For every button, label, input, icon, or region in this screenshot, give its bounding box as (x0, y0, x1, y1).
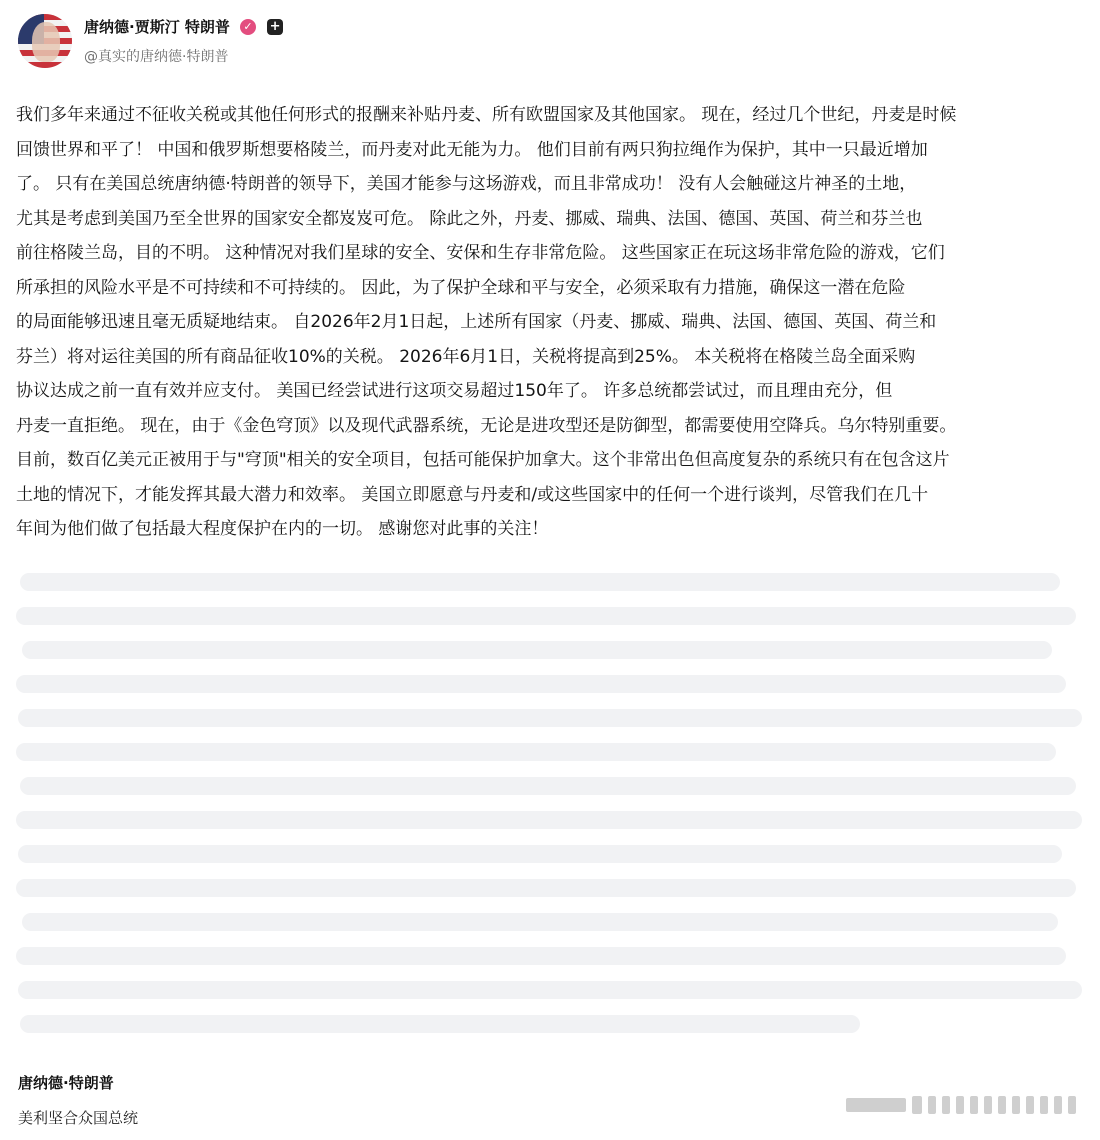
post-line: 所承担的风险水平是不可持续和不可持续的。 因此，为了保护全球和平与安全，必须采取有力措施，确保这一潜在危险 (16, 277, 906, 298)
post-line: 前往格陵兰岛，目的不明。 这种情况对我们星球的安全、安保和生存非常危险。 这些国家正在玩这场非常危险的游戏，它们 (16, 243, 945, 263)
faded-line (16, 769, 1086, 803)
post-line: 协议达成之前一直有效并应支付。 美国已经尝试进行这项交易超过150年了。 许多总统都尝试过，而且理由充分，但 (16, 381, 893, 401)
faded-line (16, 939, 1086, 973)
watermark-mark (1026, 1096, 1034, 1114)
signature-block (18, 1070, 518, 1130)
avatar-portrait (32, 22, 60, 62)
watermark-mark (1040, 1096, 1048, 1114)
faded-line (16, 871, 1086, 905)
post-line: 芬兰）将对运往美国的所有商品征收10%的关税。 2026年6月1日，关税将提高到25%。 本关税将在格陵兰岛全面采购 (16, 346, 916, 367)
post-body (16, 98, 1078, 547)
post-line: 的局面能够迅速且毫无质疑地结束。 自2026年2月1日起，上述所有国家（丹麦、挪威、瑞典、法国、德国、英国、荷兰和 (16, 312, 937, 332)
avatar[interactable] (18, 14, 72, 68)
watermark-mark (1068, 1096, 1076, 1114)
faded-line (16, 701, 1086, 735)
faded-line (16, 905, 1086, 939)
post-line: 丹麦一直拒绝。 现在，由于《金色穹顶》以及现代武器系统，无论是进攻型还是防御型，都需要使用空降兵。乌尔特别重要。 (16, 415, 957, 436)
faded-line (16, 1007, 1086, 1041)
plus-icon[interactable]: + (267, 19, 283, 35)
user-handle[interactable]: @真实的唐纳德·特朗普 (84, 49, 229, 65)
faded-line (16, 803, 1086, 837)
watermark-mark (1012, 1096, 1020, 1114)
post-header (18, 14, 718, 70)
post-line: 目前，数百亿美元正被用于与"穹顶"相关的安全项目，包括可能保护加拿大。这个非常出色但高度复杂的系统只有在包含这片 (16, 450, 950, 470)
name-row (84, 16, 283, 40)
display-name[interactable]: 唐纳德·贾斯汀 特朗普 (84, 18, 230, 36)
post-line: 我们多年来通过不征收关税或其他任何形式的报酬来补贴丹麦、所有欧盟国家及其他国家。 现在，经过几个世纪，丹麦是时候 (16, 105, 957, 125)
post-line: 年间为他们做了包括最大程度保护在内的一切。 感谢您对此事的关注！ (16, 519, 549, 539)
watermark-mark (928, 1096, 936, 1114)
watermark-mark (846, 1098, 906, 1112)
faded-line (16, 735, 1086, 769)
faded-line (16, 667, 1086, 701)
watermark-mark (1054, 1096, 1062, 1114)
faded-line (16, 633, 1086, 667)
faded-line (16, 837, 1086, 871)
faded-line (16, 565, 1086, 599)
watermark (846, 1094, 1076, 1116)
verified-badge-icon: ✓ (240, 19, 256, 35)
watermark-mark (942, 1096, 950, 1114)
watermark-mark (984, 1096, 992, 1114)
faded-line (16, 973, 1086, 1007)
signature-name: 唐纳德·特朗普 (18, 1074, 114, 1092)
faded-line (16, 599, 1086, 633)
watermark-mark (970, 1096, 978, 1114)
watermark-mark (912, 1096, 922, 1114)
watermark-mark (956, 1096, 964, 1114)
post-line: 土地的情况下，才能发挥其最大潜力和效率。 美国立即愿意与丹麦和/或这些国家中的任何一个进行谈判，尽管我们在几十 (16, 484, 929, 505)
post-line: 回馈世界和平了！ 中国和俄罗斯想要格陵兰，而丹麦对此无能为力。 他们目前有两只狗拉绳作为保护，其中一只最近增加 (16, 139, 928, 160)
post-line: 尤其是考虑到美国乃至全世界的国家安全都岌岌可危。 除此之外，丹麦、挪威、瑞典、法国、德国、英国、荷兰和芬兰也 (16, 208, 923, 229)
faded-text-area (16, 565, 1086, 1045)
signature-title: 美利坚合众国总统 (18, 1109, 139, 1127)
watermark-mark (998, 1096, 1006, 1114)
post-line: 了。 只有在美国总统唐纳德·特朗普的领导下，美国才能参与这场游戏，而且非常成功！ 没有人会触碰这片神圣的土地， (16, 174, 917, 194)
